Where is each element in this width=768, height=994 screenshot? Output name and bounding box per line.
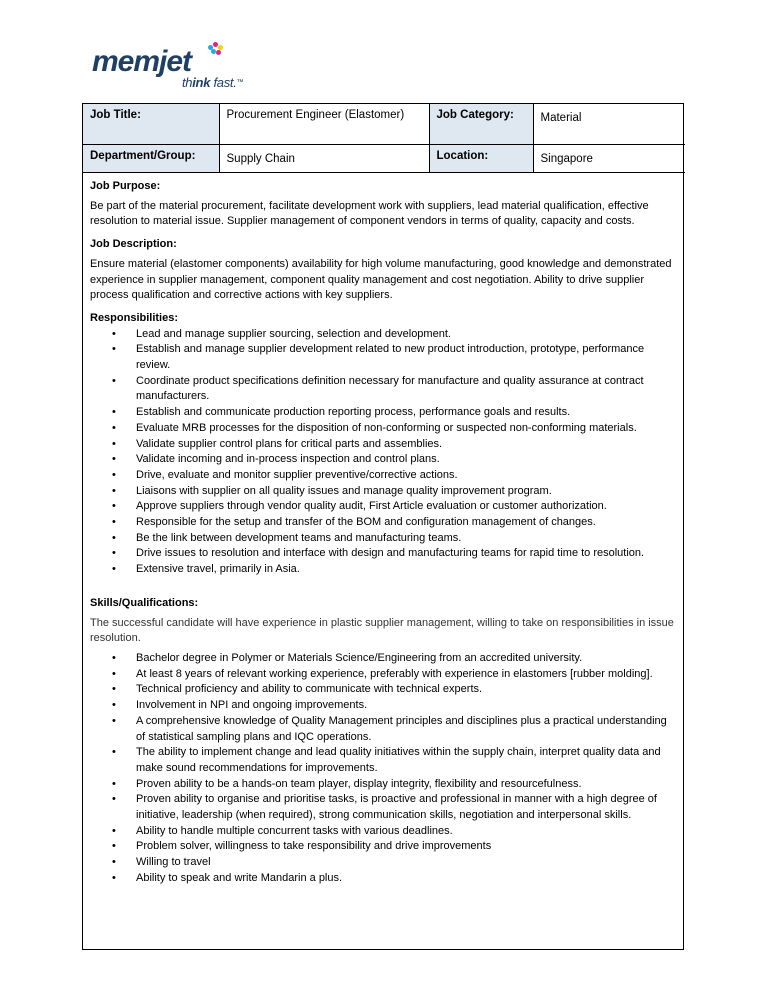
list-item: • Establish and communicate production reporting process, performance goals and results. [90,405,677,421]
list-item: • Extensive travel, primarily in Asia. [90,562,677,578]
list-item: • Involvement in NPI and ongoing improvements. [90,698,677,714]
skills-list [90,651,677,887]
list-item: • Ability to handle multiple concurrent tasks with various deadlines. [90,824,677,840]
list-item: • Establish and manage supplier development related to new product introduction, prototype, performance review. [90,342,677,373]
list-item: • Proven ability to be a hands-on team player, display integrity, flexibility and resourcefulness. [90,777,677,793]
job-title-value: Procurement Engineer (Elastomer) [219,104,429,145]
responsibilities-list [90,327,677,578]
skills-intro: The successful candidate will have experience in plastic supplier management, willing to take on responsibilities in issue resolution. [90,616,674,645]
list-item: • Responsible for the setup and transfer of the BOM and configuration management of changes. [90,515,677,531]
job-content [83,173,683,887]
job-category-value: Material [533,104,685,145]
list-item: • Evaluate MRB processes for the disposition of non-conforming or suspected non-conforming materials. [90,421,677,437]
list-item: • Coordinate product specifications definition necessary for manufacture and quality assurance at contract manufacturers. [90,374,677,405]
list-item: • Validate incoming and in-process inspection and control plans. [90,452,677,468]
job-description-form [82,103,684,950]
logo-wordmark: memjet [92,45,192,78]
list-item: • Proven ability to organise and prioritise tasks, is proactive and professional in manner with a high degree of initiative, leadership (when required), strong communication skills, negotiation and interpersonal skills. [90,792,677,823]
list-item: • The ability to implement change and lead quality initiatives within the supply chain, interpret quality data and make sound recommendations for improvements. [90,745,677,776]
list-item: • Liaisons with supplier on all quality issues and manage quality improvement program. [90,484,677,500]
location-label: Location: [429,145,533,173]
responsibilities-heading: Responsibilities: [90,311,179,324]
logo-dot [216,50,221,55]
list-item: • At least 8 years of relevant working experience, preferably with experience in elastomers [rubber molding]. [90,667,677,683]
department-value: Supply Chain [219,145,429,173]
job-description-text: Ensure material (elastomer components) availability for high volume manufacturing, good knowledge and demonstrated experience in supplier management, component quality management and cost negotiation. Ability to drive supplier process qualification and corrective actions with key suppliers. [90,257,672,302]
memjet-logo [92,46,252,94]
list-item: • Drive issues to resolution and interface with design and manufacturing teams for rapid time to resolution. [90,546,677,562]
logo-tagline: think fast.™ [182,75,244,90]
job-title-label: Job Title: [83,104,219,145]
location-value: Singapore [533,145,685,173]
list-item: • Bachelor degree in Polymer or Materials Science/Engineering from an accredited university. [90,651,677,667]
job-category-label: Job Category: [429,104,533,145]
list-item: • Lead and manage supplier sourcing, selection and development. [90,327,677,343]
list-item: • A comprehensive knowledge of Quality Management principles and disciplines plus a practical understanding of statistical sampling plans and IQC operations. [90,714,677,745]
list-item: • Willing to travel [90,855,677,871]
skills-heading: Skills/Qualifications: [90,596,199,609]
list-item: • Problem solver, willingness to take responsibility and drive improvements [90,839,677,855]
job-description-heading: Job Description: [90,238,177,251]
job-purpose-text: Be part of the material procurement, facilitate development work with suppliers, lead material qualification, effective resolution to material issue. Supplier management of component vendors in terms of quality, capacity and costs. [90,199,649,228]
list-item: • Approve suppliers through vendor quality audit, First Article evaluation or customer authorization. [90,499,677,515]
job-purpose-heading: Job Purpose: [90,180,161,192]
list-item: • Ability to speak and write Mandarin a plus. [90,871,677,887]
department-label: Department/Group: [83,145,219,173]
list-item: • Validate supplier control plans for critical parts and assemblies. [90,437,677,453]
list-item: • Drive, evaluate and monitor supplier preventive/corrective actions. [90,468,677,484]
list-item: • Technical proficiency and ability to communicate with technical experts. [90,682,677,698]
list-item: • Be the link between development teams and manufacturing teams. [90,531,677,547]
job-header-table [83,104,685,173]
